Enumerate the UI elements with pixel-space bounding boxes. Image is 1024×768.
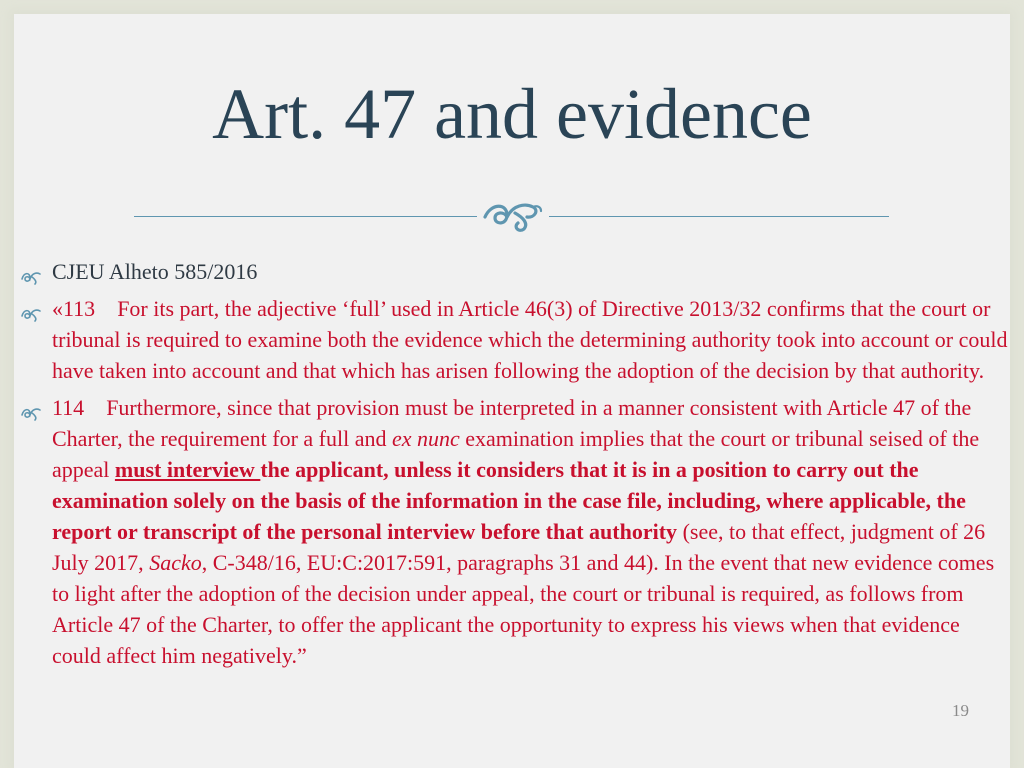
italic-term: ex nunc	[391, 426, 460, 451]
list-item	[20, 392, 1010, 671]
slide-title: Art. 47 and evidence	[212, 74, 812, 154]
list-item	[20, 256, 1010, 287]
flourish-icon	[477, 193, 549, 233]
page-number: 19	[952, 701, 969, 720]
bold-emphasis: the applicant, unless it considers that it is in a position to carry out the examination solely on the basis of the information in the case file, including, where applicable, the report or transcript of the personal interview before that authority	[52, 457, 966, 544]
bullet-text-c: (see, to that effect, judgment of 26 July 2017,	[52, 519, 986, 575]
underlined-emphasis: must interview	[114, 457, 261, 482]
bullet-text-d: , C-348/16, EU:C:2017:591, paragraphs 31 and 44). In the event that new evidence comes to light after the adoption of the decision under appeal, the court or tribunal is required, as follows from Article 47 of the Charter, to offer the applicant the opportunity to express his views when that evidence could affect him negatively.”	[52, 550, 995, 668]
paragraph-number: 113	[63, 296, 96, 321]
open-quote: «	[52, 296, 63, 321]
bullet-text-b: examination implies that the court or tribunal seised of the appeal	[52, 426, 980, 482]
bullet-text-a: Furthermore, since that provision must be interpreted in a manner consistent with Article 47 of the Charter, the requirement for a full and	[52, 395, 972, 451]
bullet-flourish-icon	[20, 399, 42, 417]
slide-body	[20, 256, 1010, 677]
paragraph-number: 114	[52, 395, 85, 420]
case-name: Sacko	[149, 550, 202, 575]
list-item	[20, 293, 1010, 386]
bullet-text: For its part, the adjective ‘full’ used in Article 46(3) of Directive 2013/32 confirms that the court or tribunal is required to examine both the evidence which the determining authority took into account or could have taken into account and that which has arisen following the adoption of the decision by that authority.	[52, 296, 1008, 383]
bullet-flourish-icon	[20, 263, 42, 281]
bullet-text: CJEU Alheto 585/2016	[52, 259, 258, 284]
bullet-flourish-icon	[20, 300, 42, 318]
